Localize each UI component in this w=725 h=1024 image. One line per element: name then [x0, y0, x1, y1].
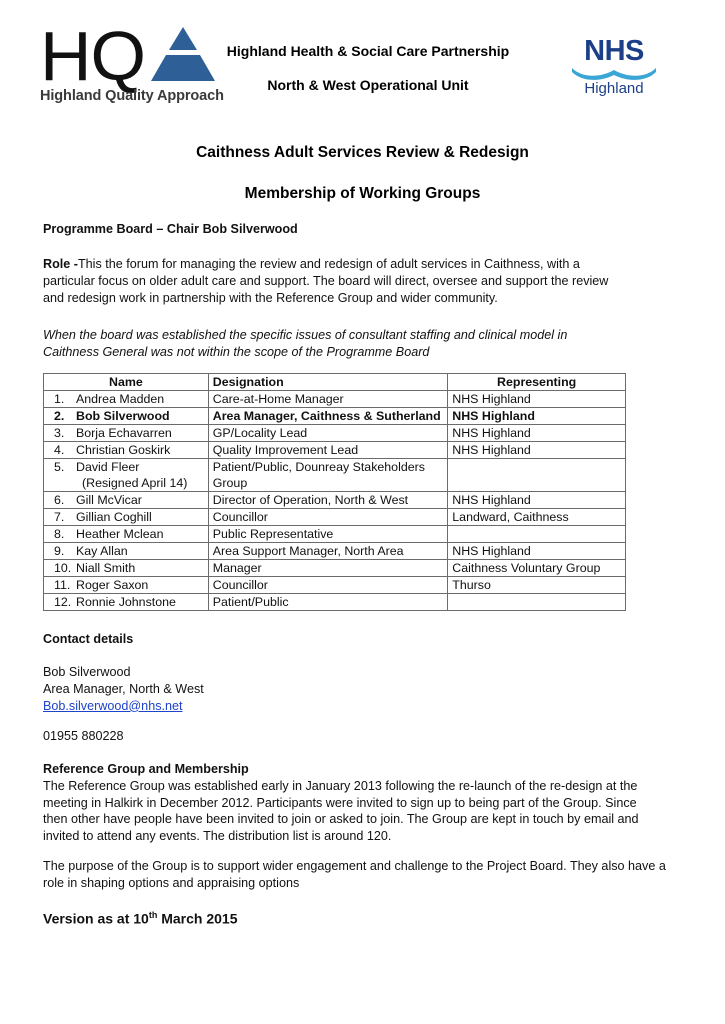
member-name-cell: 10. Niall Smith — [44, 560, 209, 577]
member-representing — [448, 594, 626, 611]
member-designation: Councillor — [208, 577, 448, 594]
document-title: Caithness Adult Services Review & Redesign — [196, 144, 529, 161]
table-row — [44, 594, 626, 611]
member-name: Gillian Coghill — [76, 510, 152, 524]
member-designation: Public Representative — [208, 526, 448, 543]
reference-group-heading: Reference Group and Membership — [43, 762, 249, 776]
table-row — [44, 492, 626, 509]
reference-group-section — [43, 761, 693, 845]
column-header-designation: Designation — [208, 374, 448, 391]
member-representing: NHS Highland — [448, 492, 626, 509]
purpose-paragraph — [43, 858, 693, 892]
contact-block — [43, 664, 204, 714]
member-name-cell: 7. Gillian Coghill — [44, 509, 209, 526]
member-representing: Caithness Voluntary Group — [448, 560, 626, 577]
member-name-cell: 1. Andrea Madden — [44, 391, 209, 408]
scope-note-line: When the board was established the specific issues of consultant staffing and clinical model in — [43, 328, 568, 342]
member-designation: Care-at-Home Manager — [208, 391, 448, 408]
table-row — [44, 543, 626, 560]
member-name-cell: 4. Christian Goskirk — [44, 442, 209, 459]
table-header-row — [44, 374, 626, 391]
column-header-name: Name — [44, 374, 209, 391]
member-representing: NHS Highland — [448, 408, 626, 425]
document-subtitle: Membership of Working Groups — [244, 185, 481, 202]
table-row — [44, 391, 626, 408]
member-name: Bob Silverwood — [76, 409, 170, 423]
role-text-line: This the forum for managing the review and redesign of adult services in Caithness, with a — [77, 257, 580, 271]
member-name-cell: 6. Gill McVicar — [44, 492, 209, 509]
table-row — [44, 560, 626, 577]
member-designation: Councillor — [208, 509, 448, 526]
role-paragraph — [43, 256, 683, 306]
member-name-cell: 11. Roger Saxon — [44, 577, 209, 594]
hq-logo-letters: HQ — [40, 17, 146, 95]
table-row — [44, 425, 626, 442]
member-name-cell: 2. Bob Silverwood — [44, 408, 209, 425]
member-name: Kay Allan — [76, 544, 128, 558]
nhs-highland-logo — [568, 36, 660, 106]
table-row — [44, 509, 626, 526]
member-designation: Area Support Manager, North Area — [208, 543, 448, 560]
member-name: Niall Smith — [76, 561, 136, 575]
purpose-text-line: The purpose of the Group is to support wider engagement and challenge to the Project Board. They also have a — [43, 859, 666, 873]
member-name-note: (Resigned April 14) — [82, 476, 188, 490]
role-text-line: particular focus on older adult care and support. The board will direct, oversee and support the review — [43, 273, 609, 288]
programme-board-heading: Programme Board – Chair Bob Silverwood — [43, 222, 298, 236]
contact-email-link[interactable]: Bob.silverwood@nhs.net — [43, 698, 183, 713]
header-partnership-name: Highland Health & Social Care Partnership — [226, 43, 510, 59]
scope-note-line: Caithness General was not within the scope of the Programme Board — [43, 344, 430, 359]
member-representing: NHS Highland — [448, 391, 626, 408]
hq-logo — [38, 17, 224, 110]
member-designation: Manager — [208, 560, 448, 577]
member-designation: Patient/Public, Dounreay Stakeholders Group — [208, 459, 448, 492]
nhs-logo-word: NHS — [584, 35, 644, 67]
member-name-cell: 8. Heather Mclean — [44, 526, 209, 543]
member-representing — [448, 526, 626, 543]
member-representing: NHS Highland — [448, 543, 626, 560]
member-name-cell: 9. Kay Allan — [44, 543, 209, 560]
member-representing: Landward, Caithness — [448, 509, 626, 526]
member-name-cell: 12. Ronnie Johnstone — [44, 594, 209, 611]
table-row — [44, 408, 626, 425]
member-representing: Thurso — [448, 577, 626, 594]
hq-logo-caption: Highland Quality Approach — [40, 88, 224, 104]
table-row — [44, 577, 626, 594]
member-name: Heather Mclean — [76, 527, 164, 541]
version-line: Version as at 10th March 2015 — [43, 910, 238, 927]
pyramid-icon — [151, 27, 215, 81]
member-name-cell: 3. Borja Echavarren — [44, 425, 209, 442]
member-name: Roger Saxon — [76, 578, 149, 592]
reference-group-text-line: The Reference Group was established early in January 2013 following the re-launch of the re-design at the — [43, 778, 638, 793]
member-representing — [448, 459, 626, 492]
member-designation: GP/Locality Lead — [208, 425, 448, 442]
membership-table — [43, 373, 626, 611]
member-name: Ronnie Johnstone — [76, 595, 176, 609]
reference-group-text-line: invited to attend any events. The distribution list is around 120. — [43, 829, 392, 844]
contact-role: Area Manager, North & West — [43, 681, 204, 696]
member-name: Christian Goskirk — [76, 443, 171, 457]
table-row — [44, 442, 626, 459]
header-unit-name: North & West Operational Unit — [267, 77, 469, 93]
member-representing: NHS Highland — [448, 425, 626, 442]
member-designation: Area Manager, Caithness & Sutherland — [208, 408, 448, 425]
member-designation: Patient/Public — [208, 594, 448, 611]
role-label: Role - — [43, 257, 78, 271]
member-name: David Fleer — [76, 460, 140, 474]
member-name: Andrea Madden — [76, 392, 165, 406]
reference-group-text-line: then other have people have been invited to join or asked to join. The Group are kept in touch by email and — [43, 812, 639, 827]
scope-note — [43, 327, 683, 361]
member-designation: Quality Improvement Lead — [208, 442, 448, 459]
contact-name: Bob Silverwood — [43, 665, 131, 679]
contact-heading: Contact details — [43, 632, 134, 646]
member-name: Borja Echavarren — [76, 426, 172, 440]
member-representing: NHS Highland — [448, 442, 626, 459]
role-text-line: and redesign work in partnership with the Reference Group and wider community. — [43, 290, 498, 305]
member-name: Gill McVicar — [76, 493, 142, 507]
column-header-representing: Representing — [448, 374, 626, 391]
nhs-logo-sub: Highland — [584, 80, 644, 97]
reference-group-text-line: meeting in Halkirk in December 2012. Participants were invited to sign up to being part of the Group. Since — [43, 795, 637, 810]
table-row — [44, 526, 626, 543]
purpose-text-line: role in shaping options and appraising options — [43, 875, 300, 890]
contact-phone: 01955 880228 — [43, 729, 124, 743]
member-designation: Director of Operation, North & West — [208, 492, 448, 509]
table-row — [44, 459, 626, 492]
member-name-cell: 5. David Fleer (Resigned April 14) — [44, 459, 209, 492]
